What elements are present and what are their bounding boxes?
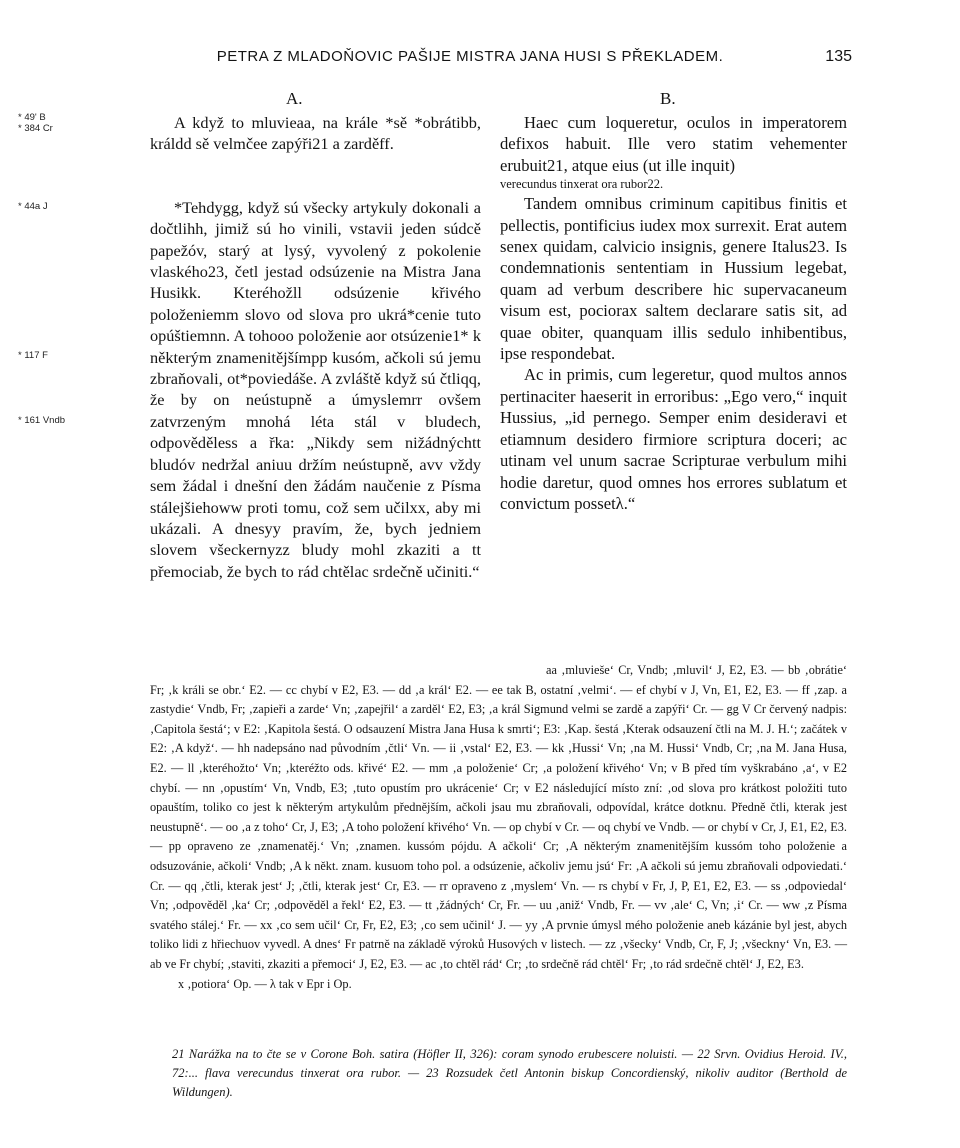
page-number: 135 (825, 48, 852, 65)
column-b-label: B. (660, 89, 676, 108)
apparatus-text: aa ‚mluvieše‘ Cr, Vndb; ‚mluvil‘ J, E2, E3. — bb ‚obrátie‘ Fr; ‚k králi se obr.‘ E2. — cc chybí v E2, E3. — dd ‚a král‘ E2. — ee tak B, ostatní ‚velmi‘. — ef chybí v J, Vn, E1, E2, E3. — ff ‚zap. a zastydie‘ Vndb, Fr; ‚zapieři a zarde‘ Vn; ‚zapejřil‘ a zarděl‘ E2, E3; ‚a král Sigmund velmi se zardě a zapýři‘ Cr. — gg V Cr červený nadpis: ‚Capitola šestá‘; v E2: ‚Kapitola šestá. O odsauzení Mistra Jana Husa k smrti‘; E3: ‚Kap. šestá ‚Kterak odsauzení čtli na M. J. H.‘; začátek v E2: ‚A když‘. — hh nadepsáno nad původním ‚čtli‘ Vn. — ii ‚vstal‘ E2, E3. — kk ‚Hussi‘ Vn; ‚na M. Hussi‘ Vndb, Cr; ‚na M. Jana Husa, E2. — ll ‚kteréhožto‘ Vn; ‚kteréžto ods. křivé‘ E2. — mm ‚a položenie‘ Cr; ‚a položení křivého‘ Vn; v B před tím vyškrabáno ‚a‘, v E2 chybí. — nn ‚opustím‘ Vn, Vndb, E3; ‚tuto opustím pro ukrácenie‘ Cr; v E2 následující místo zní: ‚od slova pro krátkost položiti tuto opauštím, toliko co jest k některým artykulům přednějším, ačkoli jsau mu zbraňovali, odpovídal, krátce dotknu. Předně čtli, kterak jest neustupně‘. — oo ‚a z toho‘ Cr, J, E3; ‚A toho položení křivého‘ Vn. — op chybí v Cr. — oq chybí ve Vndb. — or chybí v Cr, J, E1, E2, E3. — pp opraveno ze ‚znamenatěj.‘ Vn; ‚znamen. kussóm pójdu. A ačkoli‘ Cr; ‚A některým znamenitějším kussóm toho položenie a odsuzovánie, ačkoli‘ Vndb; ‚A k někt. znam. kusuom toho pol. a odsúzenie, ačkoliv jemu jsú‘ Fr: ‚A ačkoli sú jemu zbraňovali odpoviedati.‘ Cr. — qq ‚čtli, kterak jest‘ J; ‚čtli, kterak jest‘ Cr, E3. — rr opraveno z ‚myslem‘ Vn. — rs chybí v Fr, J, P, E1, E2, E3. — ss ‚odpoviedal‘ Vn; ‚odpověděl ‚ka‘ Cr; ‚odpověděl a řekl‘ E2, E3. — tt ‚žádných‘ Cr, Fr. — uu ‚aniž‘ Vndb, Fr. — vv ‚ale‘ C, Vn; ‚i‘ Cr. — ww ‚z Písma svatého stálej.‘ Fr. — xx ‚co sem učil‘ Cr, Fr, E2, E3; ‚co sem učinil‘ J. — yy ‚A prvnie úmysl mého položenie aneb kázánie byl jest, abych toliko lidi z hřiechuov vyvedl. A dnes‘ Fr patrně na základě výroků Husových v listech. — zz ‚všecky‘ Vndb, Cr, F, J; ‚všeckny‘ Vn, E3. — ab ve Fr chybí; ‚staviti, zkaziti a přemoci‘ J, E2, E3. — ac ‚to chtěl rád‘ Cr; ‚to srdečně rád chtěl‘ Fr; ‚to rád srdečně chtěl‘ J, E2, E3. (150, 663, 847, 971)
paragraph: Tandem omnibus criminum capitibus finitis et pellectis, pontificius iudex mox surrexit. Erat autem senex quidam, calvicio insignis, genere Italus23. Is condemnationis sententiam in Hussium legebat, quam ad verbum describere hic supervacaneum visum est, pociorax saltem declarare satis sit, ad quae obiter, quanquam illis sedulo inhibentibus, ipse respondebat. (500, 194, 847, 364)
margin-note: * 161 Vndb (18, 415, 66, 426)
critical-apparatus (150, 661, 847, 994)
column-a-label: A. (286, 89, 303, 108)
footnote-text: 21 Narážka na to čte se v Corone Boh. satira (Höfler II, 326): coram synodo erubescere noluisti. — 22 Srvn. Ovidius Heroid. IV., 72:... flava verecundus tinxerat ora rubor. — 23 Rozsudek četl Antonin biskup Concordienský, nikoliv auditor (Berthold de Wildungen). (172, 1047, 847, 1099)
paragraph: Haec cum loqueretur, oculos in imperatorem defixos habuit. Ille vero statim vehementer erubuit21, atque eius (ut ille inquit) (500, 113, 847, 175)
paragraph: A když to mluvieaa, na krále *sě *obrátibb, králdd sě velmčee zapýři21 a zarděff. (150, 113, 481, 154)
running-title: PETRA Z MLADOŇOVIC PAŠIJE MISTRA JANA HUSI S PŘEKLADEM. (216, 48, 724, 65)
margin-note: * 44a J (18, 201, 48, 212)
paragraph: *Tehdygg, když sú všecky artykuly dokonali a dočtlihh, jimiž sú ho vinili, vstavii jeden súdcě papežóv, starý at lysý, vyvolený z pokolenie vlaského23, četl jestad odsúzenie na Mistra Jana Husikk. Kteréhožll odsúzenie křivého položeniemm slovo od slova pro ukrá*cenie tuto opúštiemnn. A tohooo položenie aor otsúzenie1* k některým znamenitějšímpp kusóm, ačkoli sú jemu zbraňovali, ot*poviedáše. A zvláště když sú čtliqq, že by on neústupně a úmyslemrr ovšem zatvrzeným mnohá léta stál v bludech, odpověděless a řka: „Nikdy sem nižádnýchtt bludóv nedržal aniuu držím neústupně, avv vždy sem žádal i dnešní den žádám naučenie z Písma stálejšiehoww proti tomu, což sem učilxx, aby mi ukázali. A dnesyy pravím, že, bych jedniem slovem všeckernyzz bludy mohl zkaziti a tt přemociab, že bych to rád chtělac srdečně učiniti.“ (150, 197, 481, 581)
quote-line: verecundus tinxerat ora rubor22. (500, 177, 664, 192)
margin-note: * 117 F (18, 350, 48, 361)
paragraph: Ac in primis, cum legeretur, quod multos annos pertinaciter haeserit in erroribus: „Ego vero,“ inquit Hussius, „id pernego. Semper enim desideravi et etiamnum desidero firmiore scriptura doceri; ac utinam vel unum sacrae Scripturae verbulum mihi hodie daretur, quod omnes hos errores sublatum et convictum possetλ.“ (500, 365, 847, 513)
apparatus-latin-note: x ‚potiora‘ Op. — λ tak v Epr i Op. (178, 976, 352, 991)
column-a-czech (150, 112, 481, 582)
column-b-latin (500, 112, 847, 514)
running-header (0, 48, 960, 72)
margin-note: * 49' B * 384 Cr (18, 112, 53, 134)
footnotes (150, 1045, 847, 1102)
